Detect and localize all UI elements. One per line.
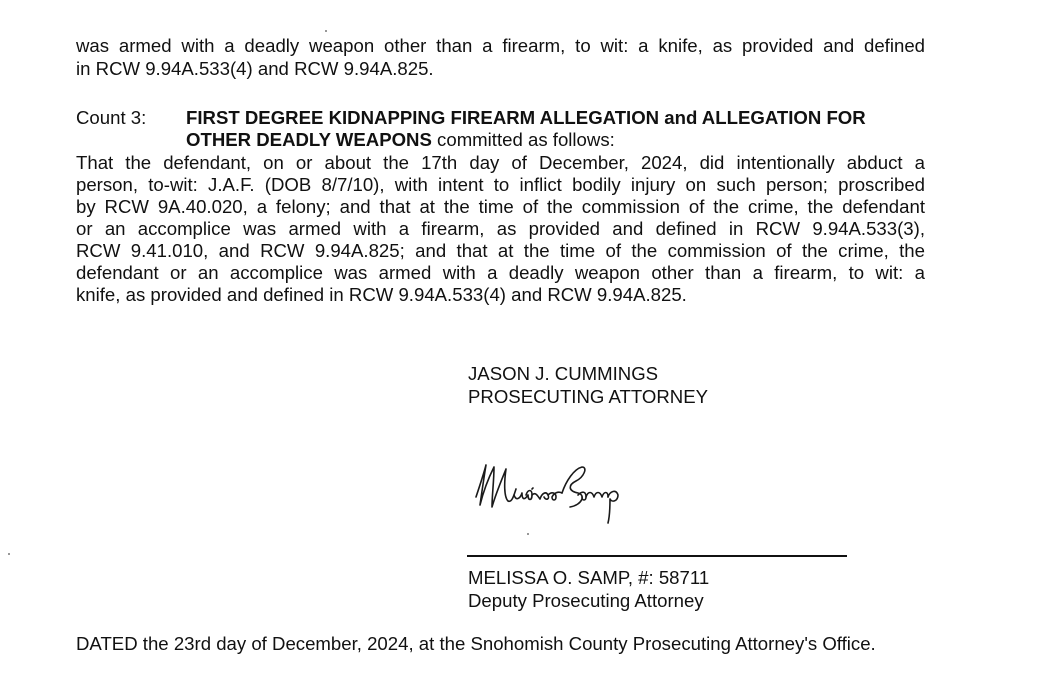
deputy-title: Deputy Prosecuting Attorney bbox=[468, 590, 704, 611]
signature-line bbox=[467, 555, 847, 557]
scan-speck bbox=[8, 553, 10, 555]
body-text-line-2: in RCW 9.94A.533(4) and RCW 9.94A.825. bbox=[76, 58, 434, 79]
count-title-line-2 bbox=[186, 129, 866, 151]
prosecutor-title: PROSECUTING ATTORNEY bbox=[468, 386, 709, 407]
count-text-line-1: That the defendant, on or about the 17th day of December, 2024, did intentionally abduct a bbox=[76, 152, 925, 173]
count-text-line-3: by RCW 9A.40.020, a felony; and that at the time of the commission of the crime, the defendant bbox=[76, 196, 925, 217]
count-text-line-4: or an accomplice was armed with a firearm, as provided and defined in RCW 9.94A.533(3), bbox=[76, 218, 925, 239]
prosecutor-name: JASON J. CUMMINGS bbox=[468, 363, 659, 384]
dated-line: DATED the 23rd day of December, 2024, at the Snohomish County Prosecuting Attorney's Office. bbox=[76, 633, 876, 654]
scan-speck bbox=[527, 533, 529, 535]
count-text-line-5: RCW 9.41.010, and RCW 9.94A.825; and that at the time of the commission of the crime, the bbox=[76, 240, 925, 261]
count-title-line-2-rest: committed as follows: bbox=[431, 129, 615, 150]
count-title bbox=[186, 107, 866, 151]
count-title-line-1: FIRST DEGREE KIDNAPPING FIREARM ALLEGATION and ALLEGATION FOR bbox=[186, 107, 866, 128]
count-label: Count 3: bbox=[76, 107, 147, 128]
count-text-line-7: knife, as provided and defined in RCW 9.94A.533(4) and RCW 9.94A.825. bbox=[76, 284, 687, 305]
scan-speck bbox=[325, 30, 327, 32]
count-text-line-6: defendant or an accomplice was armed with a deadly weapon other than a firearm, to wit: a bbox=[76, 262, 925, 283]
deputy-name: MELISSA O. SAMP, #: 58711 bbox=[468, 567, 710, 588]
count-text-line-2: person, to-wit: J.A.F. (DOB 8/7/10), with intent to inflict bodily injury on such person; proscribed bbox=[76, 174, 925, 195]
body-text-line-1: was armed with a deadly weapon other than a firearm, to wit: a knife, as provided and defined bbox=[76, 35, 925, 56]
handwritten-signature bbox=[470, 455, 640, 530]
count-title-line-2-bold: OTHER DEADLY WEAPONS bbox=[186, 129, 432, 150]
